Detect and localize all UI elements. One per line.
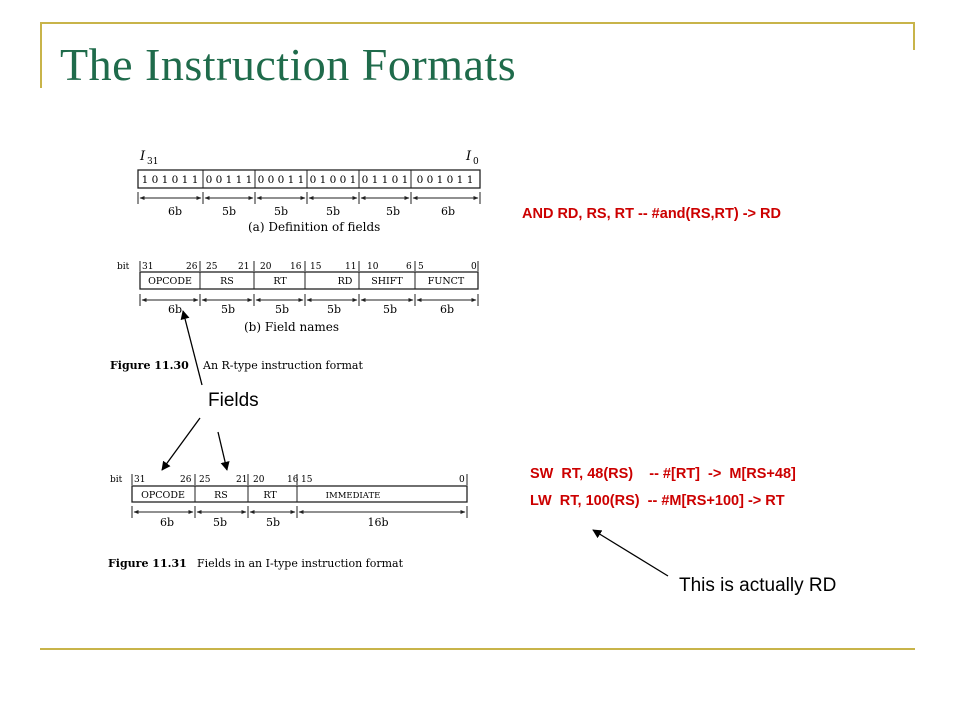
field-name: SHIFT <box>371 276 403 287</box>
bit-number: 16 <box>287 475 299 485</box>
bit-number: 11 <box>345 262 357 272</box>
width-ruler-b <box>140 294 478 306</box>
bit-number: 21 <box>236 475 248 485</box>
rtype-field-names <box>110 261 478 372</box>
bit-number: 6 <box>406 262 412 272</box>
bit-group: 0 0 1 1 1 <box>205 174 253 186</box>
bit-word: bit <box>110 475 123 485</box>
bit-group: 0 1 0 0 1 <box>309 174 357 186</box>
width-label: 5b <box>382 303 398 316</box>
width-label: 16b <box>367 516 389 529</box>
bit-group: 0 1 1 0 1 <box>361 174 409 186</box>
width-label: 6b <box>159 516 175 529</box>
lsb-subscript: 0 <box>473 157 479 167</box>
sw-instruction-text: SW RT, 48(RS) -- #[RT] -> M[RS+48] <box>530 466 796 482</box>
bit-number: 26 <box>186 262 198 272</box>
bit-number: 20 <box>253 475 265 485</box>
width-label: 5b <box>212 516 228 529</box>
lsb-label: I <box>466 149 472 164</box>
width-label: 6b <box>167 303 183 316</box>
bit-number: 16 <box>290 262 302 272</box>
field-name: IMMEDIATE <box>325 491 381 501</box>
caption-a: (a) Definition of fields <box>248 220 381 234</box>
width-label: 5b <box>265 516 281 529</box>
lw-instruction-text: LW RT, 100(RS) -- #M[RS+100] -> RT <box>530 493 785 509</box>
field-name: OPCODE <box>148 276 192 287</box>
msb-subscript: 31 <box>147 157 159 167</box>
rd-note-arrow <box>593 530 668 576</box>
bit-number: 15 <box>310 262 322 272</box>
field-name: RT <box>263 490 277 501</box>
width-label: 5b <box>325 205 341 218</box>
figure-label-rtype: Figure 11.30 <box>110 359 189 372</box>
width-label: 6b <box>440 205 456 218</box>
bit-number: 20 <box>260 262 272 272</box>
bit-word: bit <box>117 262 130 272</box>
field-name: RT <box>273 276 287 287</box>
field-name: RS <box>220 276 234 287</box>
bit-group: 0 0 0 1 1 <box>257 174 305 186</box>
rd-note-label: This is actually RD <box>679 575 837 596</box>
width-label: 5b <box>385 205 401 218</box>
fields-label: Fields <box>208 390 259 411</box>
width-ruler-itype <box>132 506 467 518</box>
msb-label: I <box>140 149 146 164</box>
bit-number: 25 <box>206 262 218 272</box>
bit-number: 10 <box>367 262 379 272</box>
bit-number: 21 <box>238 262 250 272</box>
width-label: 5b <box>221 205 237 218</box>
bit-number: 0 <box>459 475 465 485</box>
bit-number: 31 <box>134 475 146 485</box>
field-name: FUNCT <box>427 276 465 287</box>
bit-group: 1 0 1 0 1 1 <box>141 174 199 186</box>
bit-group: 0 0 1 0 1 1 <box>416 174 474 186</box>
figure-caption-itype: Fields in an I-type instruction format <box>197 557 404 570</box>
and-instruction-text: AND RD, RS, RT -- #and(RS,RT) -> RD <box>522 206 781 222</box>
callout-arrows <box>159 311 668 576</box>
width-label: 6b <box>439 303 455 316</box>
width-label: 5b <box>274 303 290 316</box>
itype-fields <box>108 474 467 570</box>
bit-number: 31 <box>142 262 154 272</box>
field-name: RS <box>214 490 228 501</box>
bit-number: 0 <box>471 262 477 272</box>
figure-caption-rtype: An R-type instruction format <box>203 359 363 372</box>
fields-arrow-opcode-itype <box>162 418 200 470</box>
width-label: 5b <box>273 205 289 218</box>
bit-number: 15 <box>301 475 313 485</box>
slide-title: The Instruction Formats <box>60 39 517 90</box>
width-label: 5b <box>326 303 342 316</box>
width-ruler-a <box>138 192 480 204</box>
width-label: 6b <box>167 205 183 218</box>
caption-b: (b) Field names <box>244 320 339 334</box>
fields-arrow-rs-itype <box>218 432 227 470</box>
field-name: OPCODE <box>141 490 185 501</box>
field-name: RD <box>337 276 353 287</box>
width-label: 5b <box>220 303 236 316</box>
rtype-definition-of-fields <box>138 149 480 234</box>
bit-number: 26 <box>180 475 192 485</box>
bit-number: 25 <box>199 475 211 485</box>
bit-number: 5 <box>418 262 424 272</box>
fields-arrow-opcode-rtype <box>183 311 202 385</box>
figure-label-itype: Figure 11.31 <box>108 557 187 570</box>
